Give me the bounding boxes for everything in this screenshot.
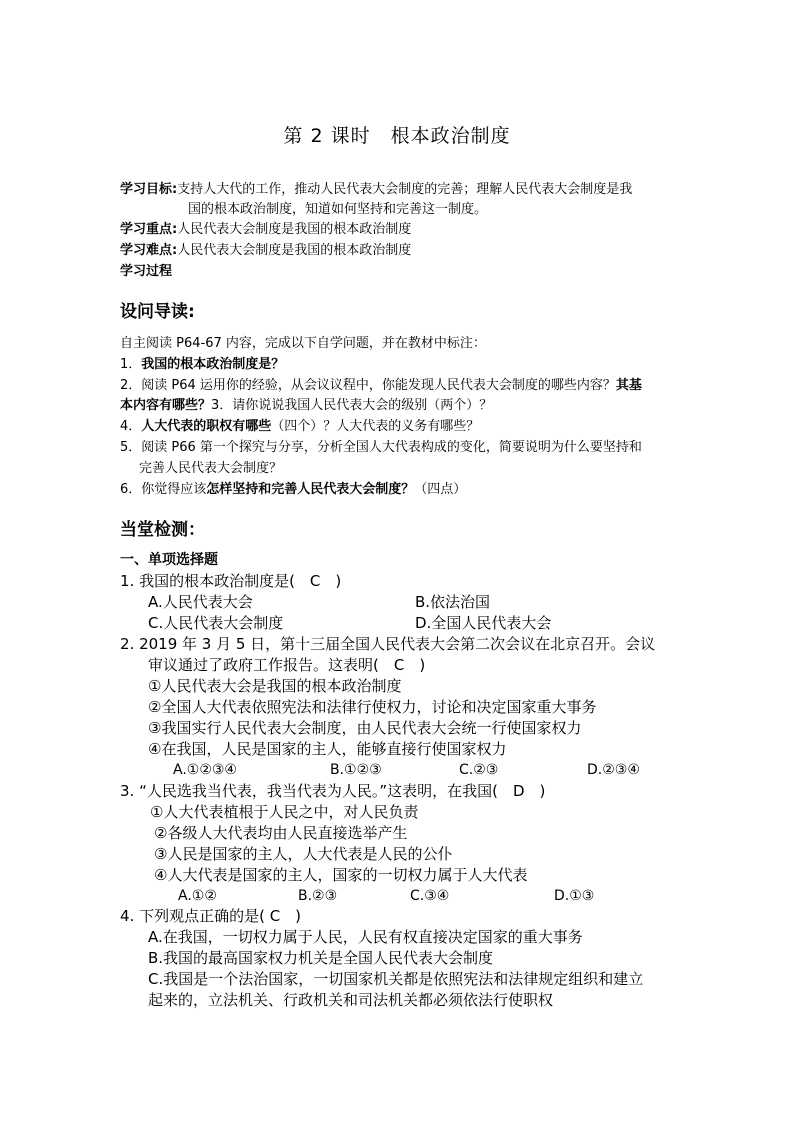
guide-question-5-line1: 5．阅读 P66 第一个探究与分享，分析全国人大代表构成的变化，简要说明为什么要坚持和 — [120, 440, 642, 455]
check-q2-statement-3: ③我国实行人民代表大会制度，由人民代表大会统一行使国家权力 — [148, 719, 582, 737]
check-q1-option-a: A.人民代表大会 — [148, 593, 253, 611]
check-q2-statement-1: ①人民代表大会是我国的根本政治制度 — [148, 677, 402, 695]
check-q4-option-a: A.在我国，一切权力属于人民，人民有权直接决定国家的重大事务 — [148, 928, 583, 946]
objective-label: 学习目标: — [120, 182, 178, 197]
question-text-bold: 其基 — [615, 378, 642, 393]
check-q3-stem: 3. “人民选我当代表，我当代表为人民。”这表明，在我国( D ) — [120, 782, 546, 800]
question-text: 我国的根本政治制度是？ — [141, 357, 285, 372]
key-point-text: 人民代表大会制度是我国的根本政治制度 — [177, 222, 412, 237]
guide-heading: 设问导读: — [120, 302, 195, 322]
page-title: 第 2 课时 根本政治制度 — [283, 125, 511, 147]
check-q2-option-a: A.①②③④ — [173, 762, 237, 778]
objective-text-line2: 国的根本政治制度，知道如何坚持和完善这一制度。 — [188, 202, 488, 217]
check-q3-statement-4: ④人大代表是国家的主人，国家的一切权力属于人大代表 — [154, 866, 528, 884]
difficulty-row — [120, 242, 411, 260]
check-q4-option-c-line1: C.我国是一个法治国家，一切国家机关都是依照宪法和法律规定组织和建立 — [148, 970, 644, 988]
check-q2-stem-line2: 审议通过了政府工作报告。这表明( C ) — [148, 656, 426, 674]
question-text-bold: 本内容有哪些？ — [120, 398, 212, 413]
question-number: 4． — [120, 419, 142, 434]
check-q2-statement-2: ②全国人大代表依照宪法和法律行使权力，讨论和决定国家重大事务 — [148, 698, 597, 716]
question-text: （四点） — [414, 482, 467, 497]
check-q3-option-a: A.①② — [178, 888, 217, 904]
check-q1-stem: 1. 我国的根本政治制度是( C ) — [120, 572, 342, 590]
key-point-label: 学习重点: — [120, 222, 178, 237]
check-q4-option-c-line2: 起来的，立法机关、行政机关和司法机关都必须依法行使职权 — [148, 991, 554, 1009]
guide-question-2-line1 — [120, 377, 642, 395]
guide-question-5-line2: 完善人民代表大会制度？ — [139, 461, 283, 476]
check-q2-option-d: D.②③④ — [587, 762, 640, 778]
question-number: 1． — [120, 357, 142, 372]
check-q3-statement-3: ③人民是国家的主人，人大代表是人民的公仆 — [154, 845, 453, 863]
difficulty-text: 人民代表大会制度是我国的根本政治制度 — [177, 243, 412, 258]
check-q3-statement-2: ②各级人大代表均由人民直接选举产生 — [154, 824, 408, 842]
process-label: 学习过程 — [120, 264, 173, 279]
check-q2-statement-4: ④在我国，人民是国家的主人，能够直接行使国家权力 — [148, 740, 507, 758]
check-q1-option-c: C.人民代表大会制度 — [148, 614, 284, 632]
guide-question-4 — [120, 418, 479, 436]
check-q2-option-c: C.②③ — [459, 762, 499, 778]
objective-row — [120, 181, 632, 199]
check-q1-option-b: B.依法治国 — [415, 593, 491, 611]
section-single-choice: 一、单项选择题 — [120, 552, 218, 568]
check-q2-option-b: B.①②③ — [330, 762, 382, 778]
question-text-bold: 人大代表的职权有哪些 — [141, 419, 272, 434]
difficulty-label: 学习难点: — [120, 243, 178, 258]
guide-question-1 — [120, 356, 284, 374]
guide-question-2-line2 — [120, 397, 492, 415]
check-heading: 当堂检测： — [120, 520, 205, 540]
key-point-row — [120, 221, 411, 239]
guide-intro: 自主阅读 P64-67 内容，完成以下自学问题，并在教材中标注： — [120, 336, 486, 351]
check-q1-option-d: D.全国人民代表大会 — [415, 614, 552, 632]
check-q3-option-d: D.①③ — [554, 888, 595, 904]
check-q3-option-b: B.②③ — [298, 888, 338, 904]
question-text: （四个）？人大代表的义务有哪些？ — [271, 419, 480, 434]
check-q3-option-c: C.③④ — [410, 888, 450, 904]
check-q4-stem: 4. 下列观点正确的是( C ) — [120, 907, 302, 925]
check-q2-stem-line1: 2. 2019 年 3 月 5 日，第十三届全国人民代表大会第二次会议在北京召开。会议 — [120, 635, 656, 653]
question-text: 2．阅读 P64 运用你的经验，从会议议程中，你能发现人民代表大会制度的哪些内容？ — [120, 378, 616, 393]
check-q3-statement-1: ①人大代表植根于人民之中，对人民负责 — [150, 803, 419, 821]
question-text: 6．你觉得应该 — [120, 482, 207, 497]
question-text-bold: 怎样坚持和完善人民代表大会制度？ — [206, 482, 415, 497]
check-q4-option-b: B.我国的最高国家权力机关是全国人民代表大会制度 — [148, 949, 494, 967]
guide-question-6 — [120, 481, 466, 499]
question-text: 3．请你说说我国人民代表大会的级别（两个）？ — [211, 398, 493, 413]
objective-text-line1: 支持人大代的工作，推动人民代表大会制度的完善；理解人民代表大会制度是我 — [177, 182, 633, 197]
